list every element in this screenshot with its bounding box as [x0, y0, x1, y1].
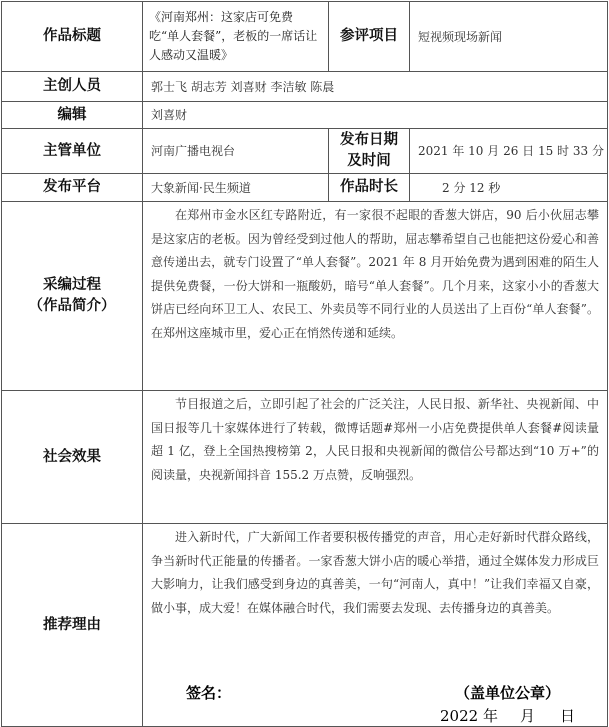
- row-title: [2, 2, 608, 72]
- pubtime-label-line2: 及时间: [347, 153, 391, 169]
- row-effect: [2, 391, 608, 524]
- process-label-line2: （作品简介）: [28, 298, 116, 314]
- reason-label: 推荐理由: [2, 524, 143, 727]
- unit-label: 主管单位: [2, 129, 143, 174]
- creators-label: 主创人员: [2, 72, 143, 102]
- row-process: [2, 202, 608, 391]
- award-entry-form: [1, 1, 608, 727]
- pubtime-label-line1: 发布日期: [340, 132, 398, 148]
- platform-value: 大象新闻·民生频道: [143, 174, 329, 202]
- seal-label: （盖单位公章）: [455, 684, 561, 702]
- effect-label: 社会效果: [2, 391, 143, 524]
- title-value: 《河南郑州：这家店可免费吃“单人套餐”，老板的一席话让人感动又温暖》: [143, 2, 329, 72]
- title-label: 作品标题: [2, 2, 143, 72]
- process-label: [2, 202, 143, 391]
- row-creators: [2, 72, 608, 102]
- creators-value: 郭士飞 胡志芳 刘喜财 李洁敏 陈晨: [143, 72, 608, 102]
- platform-label: 发布平台: [2, 174, 143, 202]
- pubtime-label: [329, 129, 410, 174]
- unit-value: 河南广播电视台: [143, 129, 329, 174]
- effect-text: 节目报道之后，立即引起了社会的广泛关注，人民日报、新华社、央视新闻、中国日报等几十家媒体进行了转载，微博话题#郑州一小店免费提供单人套餐#阅读量超 1 亿，登上全国热搜榜第 2，人民日报和央视新闻的微信公号都达到“10 万+”的阅读量，央视新闻抖音 155.2 万点赞，反响强烈。: [143, 391, 608, 524]
- editor-value: 刘喜财: [143, 102, 608, 129]
- duration-label: 作品时长: [329, 174, 410, 202]
- project-label: 参评项目: [329, 2, 410, 72]
- row-unit: [2, 129, 608, 174]
- date-year: 2022 年: [440, 707, 498, 725]
- row-editor: [2, 102, 608, 129]
- duration-value: 2 分 12 秒: [410, 174, 608, 202]
- process-label-line1: 采编过程: [43, 277, 101, 293]
- process-text: 在郑州市金水区红专路附近，有一家很不起眼的香葱大饼店，90 后小伙屈志攀是这家店的老板。因为曾经受到过他人的帮助，屈志攀希望自己也能把这份爱心和善意传递出去，就专门设置了“单人套餐”。2021 年 8 月开始免费为遇到困难的陌生人提供免费餐，一份大饼和一瓶酸奶，暗号“单人套餐”。几个月来，这家小小的香葱大饼店已经向环卫工人、农民工、外卖员等不同行业的人员送出了上百份“单人套餐”。在郑州这座城市里，爱心正在悄然传递和延续。: [143, 202, 608, 391]
- row-platform: [2, 174, 608, 202]
- sign-label: 签名：: [186, 684, 232, 702]
- project-value: 短视频现场新闻: [410, 2, 608, 72]
- date-month: 月: [520, 707, 536, 725]
- editor-label: 编辑: [2, 102, 143, 129]
- date-day: 日: [560, 707, 576, 725]
- reason-text: 进入新时代，广大新闻工作者要积极传播党的声音，用心走好新时代群众路线，争当新时代正能量的传播者。一家香葱大饼小店的暖心举措，通过全媒体发力形成巨大影响力，让我们感受到身边的真善美，一句“河南人，真中！”让我们幸福又自豪，做小事，成大爱！在媒体融合时代，我们需要去发现、去传播身边的真善美。: [143, 524, 608, 727]
- pubtime-value: 2021 年 10 月 26 日 15 时 33 分: [410, 129, 608, 174]
